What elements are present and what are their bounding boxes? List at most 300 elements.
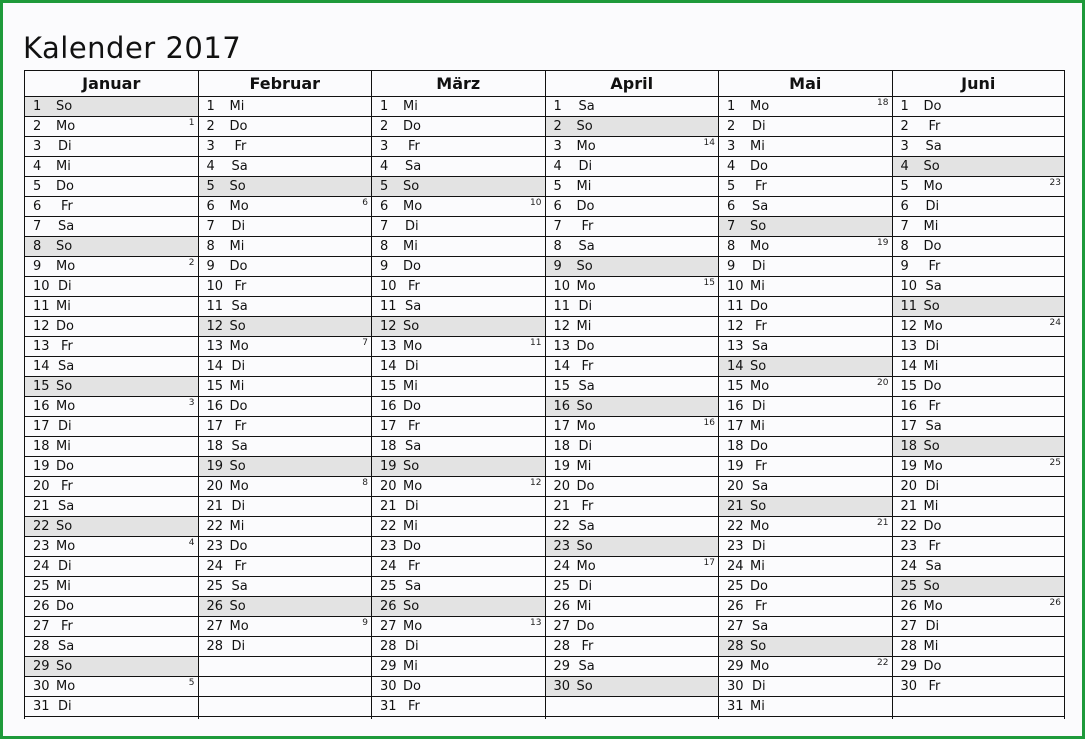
- weekday-name: Mo: [56, 119, 76, 134]
- day-number: 26: [206, 599, 224, 614]
- calendar-grid: [24, 70, 1065, 719]
- day-number: 6: [900, 199, 909, 214]
- weekday-name: So: [56, 519, 73, 534]
- weekday-name: Mo: [56, 399, 76, 414]
- weekday-name: Do: [56, 459, 74, 474]
- day-row: [199, 177, 372, 197]
- weekday-name: Do: [56, 599, 74, 614]
- day-number: 28: [33, 639, 50, 654]
- weekday-name: Mi: [576, 599, 592, 614]
- day-row: [372, 697, 545, 717]
- weekday-name: Di: [58, 419, 72, 434]
- weekday-name: Di: [752, 539, 766, 554]
- day-row: [546, 677, 719, 697]
- weekday-name: Fr: [408, 419, 420, 434]
- day-number: 17: [900, 419, 918, 434]
- day-number: 22: [900, 519, 918, 534]
- weekday-name: Fr: [61, 619, 73, 634]
- day-number: 30: [33, 679, 50, 694]
- day-number: 31: [727, 699, 744, 714]
- week-number: 11: [530, 338, 542, 348]
- day-number: 24: [900, 559, 918, 574]
- day-number: 5: [33, 179, 42, 194]
- day-row: [546, 637, 719, 657]
- month-header: Juni: [893, 71, 1065, 97]
- weekday-name: Do: [403, 679, 421, 694]
- weekday-name: Fr: [581, 219, 594, 234]
- day-number: 5: [206, 179, 215, 194]
- day-number: 14: [206, 359, 224, 374]
- weekday-name: Di: [58, 559, 72, 574]
- day-row: [546, 497, 719, 517]
- weekday-name: Fr: [755, 599, 767, 614]
- weekday-name: Sa: [752, 199, 769, 214]
- day-row: [546, 137, 719, 157]
- day-number: 3: [900, 139, 909, 154]
- day-row: [893, 217, 1065, 237]
- weekday-name: Fr: [755, 459, 767, 474]
- weekday-name: Mo: [576, 139, 596, 154]
- weekday-name: Di: [925, 619, 940, 634]
- day-number: 3: [206, 139, 215, 154]
- day-number: 29: [727, 659, 744, 674]
- weekday-name: Mi: [229, 379, 245, 394]
- day-row: [719, 217, 892, 237]
- weekday-name: Do: [576, 479, 595, 494]
- day-row: [25, 677, 198, 697]
- weekday-name: So: [403, 179, 420, 194]
- weekday-name: Sa: [925, 559, 942, 574]
- day-number: 15: [33, 379, 50, 394]
- day-number: 11: [727, 299, 744, 314]
- day-number: 20: [33, 479, 50, 494]
- day-row: [199, 257, 372, 277]
- day-number: 14: [900, 359, 918, 374]
- day-row: [893, 197, 1065, 217]
- day-row: [719, 357, 892, 377]
- day-row: [372, 257, 545, 277]
- day-number: 17: [727, 419, 744, 434]
- day-row: [199, 477, 372, 497]
- day-number: 3: [553, 139, 562, 154]
- day-row: [893, 637, 1065, 657]
- day-number: 1: [727, 99, 736, 114]
- day-number: 25: [380, 579, 397, 594]
- day-number: 21: [33, 499, 50, 514]
- weekday-name: Sa: [752, 339, 769, 354]
- weekday-name: Di: [58, 139, 72, 154]
- day-row: [25, 237, 198, 257]
- weekday-name: Di: [58, 279, 72, 294]
- day-number: 16: [380, 399, 397, 414]
- day-number: 25: [206, 579, 224, 594]
- week-number: 1: [188, 118, 195, 128]
- day-row: [719, 557, 892, 577]
- day-row: [893, 657, 1065, 677]
- day-row: [372, 537, 545, 557]
- day-row: [719, 477, 892, 497]
- weekday-name: Mi: [403, 659, 418, 674]
- weekday-name: Sa: [58, 639, 75, 654]
- day-number: 9: [727, 259, 736, 274]
- weekday-name: Sa: [752, 619, 769, 634]
- day-number: 4: [553, 159, 562, 174]
- weekday-name: So: [750, 639, 767, 654]
- day-row: [719, 637, 892, 657]
- day-number: 23: [553, 539, 571, 554]
- day-number: 28: [206, 639, 224, 654]
- day-row: [719, 437, 892, 457]
- day-number: 7: [553, 219, 562, 234]
- day-row: [25, 437, 198, 457]
- day-row: [372, 277, 545, 297]
- day-number: 23: [206, 539, 224, 554]
- weekday-name: Mi: [403, 519, 418, 534]
- day-row: [893, 97, 1065, 117]
- weekday-name: Di: [578, 439, 593, 454]
- day-number: 11: [380, 299, 397, 314]
- weekday-name: So: [923, 159, 940, 174]
- weekday-name: Mi: [923, 639, 939, 654]
- day-number: 18: [727, 439, 744, 454]
- day-row: [893, 577, 1065, 597]
- day-number: 22: [206, 519, 224, 534]
- weekday-name: Do: [576, 339, 595, 354]
- day-row: [893, 297, 1065, 317]
- weekday-name: Fr: [408, 279, 420, 294]
- day-row: [546, 277, 719, 297]
- day-row: [199, 137, 372, 157]
- day-number: 30: [553, 679, 571, 694]
- day-number: 29: [553, 659, 571, 674]
- day-number: 15: [727, 379, 744, 394]
- weekday-name: Di: [405, 499, 419, 514]
- weekday-name: Do: [403, 259, 421, 274]
- day-row: [546, 97, 719, 117]
- weekday-name: Mi: [576, 179, 592, 194]
- day-number: 20: [553, 479, 571, 494]
- day-row: [199, 457, 372, 477]
- day-number: 29: [900, 659, 918, 674]
- week-number: 24: [1049, 318, 1061, 328]
- day-row: [719, 157, 892, 177]
- day-row: [546, 237, 719, 257]
- day-row: [719, 497, 892, 517]
- day-number: 2: [206, 119, 215, 134]
- weekday-name: Mo: [576, 279, 596, 294]
- day-row: [25, 277, 198, 297]
- day-number: 22: [727, 519, 744, 534]
- weekday-name: Mo: [229, 199, 249, 214]
- day-number: 4: [727, 159, 736, 174]
- day-number: 6: [206, 199, 215, 214]
- weekday-name: So: [750, 359, 767, 374]
- day-row: [25, 417, 198, 437]
- day-row: [893, 437, 1065, 457]
- day-row: [199, 537, 372, 557]
- week-number: 8: [362, 478, 368, 488]
- weekday-name: So: [750, 219, 767, 234]
- day-number: 6: [33, 199, 42, 214]
- weekday-name: So: [229, 179, 246, 194]
- day-number: 18: [553, 439, 571, 454]
- day-row: [372, 597, 545, 617]
- day-number: 31: [380, 699, 397, 714]
- page-title: Kalender 2017: [23, 31, 242, 65]
- month-header: März: [372, 71, 545, 97]
- day-row: [546, 417, 719, 437]
- day-number: 27: [553, 619, 571, 634]
- weekday-name: Di: [578, 159, 593, 174]
- month-column-5: [719, 71, 893, 719]
- weekday-name: Fr: [928, 399, 941, 414]
- day-row: [25, 577, 198, 597]
- month-header: Mai: [719, 71, 892, 97]
- day-row: [893, 157, 1065, 177]
- day-row: [199, 117, 372, 137]
- weekday-name: Do: [923, 99, 942, 114]
- day-number: 13: [727, 339, 744, 354]
- weekday-name: So: [923, 299, 940, 314]
- day-row: [372, 237, 545, 257]
- day-number: 30: [380, 679, 397, 694]
- weekday-name: Mi: [750, 139, 765, 154]
- day-number: 20: [900, 479, 918, 494]
- day-row: [719, 697, 892, 717]
- day-number: 1: [900, 99, 909, 114]
- day-row: [546, 297, 719, 317]
- day-number: 27: [33, 619, 50, 634]
- weekday-name: Do: [403, 539, 421, 554]
- day-number: 26: [33, 599, 50, 614]
- weekday-name: Mi: [56, 159, 71, 174]
- empty-day-row: [546, 697, 719, 717]
- weekday-name: So: [56, 99, 73, 114]
- day-row: [893, 117, 1065, 137]
- weekday-name: Fr: [581, 359, 594, 374]
- day-number: 16: [727, 399, 744, 414]
- day-number: 26: [553, 599, 571, 614]
- day-row: [719, 377, 892, 397]
- day-number: 16: [206, 399, 224, 414]
- weekday-name: Sa: [578, 239, 595, 254]
- week-number: 10: [530, 198, 542, 208]
- day-number: 8: [33, 239, 42, 254]
- day-row: [719, 277, 892, 297]
- day-number: 20: [206, 479, 224, 494]
- day-row: [719, 317, 892, 337]
- day-number: 13: [900, 339, 918, 354]
- weekday-name: Mi: [403, 239, 418, 254]
- weekday-name: Fr: [928, 539, 941, 554]
- day-row: [372, 457, 545, 477]
- day-number: 24: [553, 559, 571, 574]
- weekday-name: Do: [750, 299, 768, 314]
- day-row: [546, 317, 719, 337]
- day-row: [893, 677, 1065, 697]
- month-column-3: [372, 71, 546, 719]
- day-number: 14: [33, 359, 50, 374]
- weekday-name: Di: [752, 679, 766, 694]
- day-number: 24: [727, 559, 744, 574]
- weekday-name: Di: [405, 219, 419, 234]
- weekday-name: Mo: [923, 459, 943, 474]
- weekday-name: Di: [925, 339, 940, 354]
- weekday-name: Fr: [581, 639, 594, 654]
- weekday-name: Sa: [231, 299, 248, 314]
- day-number: 23: [900, 539, 918, 554]
- day-row: [372, 377, 545, 397]
- day-number: 12: [380, 319, 397, 334]
- day-row: [546, 597, 719, 617]
- day-row: [719, 117, 892, 137]
- day-row: [719, 97, 892, 117]
- weekday-name: Di: [405, 639, 419, 654]
- day-row: [199, 517, 372, 537]
- day-row: [199, 597, 372, 617]
- day-row: [719, 517, 892, 537]
- day-row: [546, 537, 719, 557]
- weekday-name: Sa: [231, 579, 248, 594]
- day-number: 10: [553, 279, 571, 294]
- weekday-name: Mo: [229, 339, 249, 354]
- day-row: [199, 297, 372, 317]
- week-number: 19: [877, 238, 889, 248]
- weekday-name: Di: [752, 259, 766, 274]
- weekday-name: Fr: [408, 699, 420, 714]
- day-row: [546, 217, 719, 237]
- day-row: [719, 657, 892, 677]
- weekday-name: Fr: [234, 139, 247, 154]
- day-number: 11: [900, 299, 918, 314]
- day-number: 16: [553, 399, 571, 414]
- day-row: [25, 197, 198, 217]
- day-row: [25, 117, 198, 137]
- day-row: [25, 637, 198, 657]
- day-number: 10: [206, 279, 224, 294]
- month-header: April: [546, 71, 719, 97]
- weekday-name: Sa: [752, 479, 769, 494]
- weekday-name: So: [576, 679, 593, 694]
- day-row: [546, 357, 719, 377]
- weekday-name: So: [576, 259, 593, 274]
- day-row: [199, 317, 372, 337]
- day-row: [546, 657, 719, 677]
- day-number: 8: [553, 239, 562, 254]
- day-row: [546, 377, 719, 397]
- day-number: 3: [33, 139, 42, 154]
- weekday-name: Di: [58, 699, 72, 714]
- weekday-name: Fr: [234, 279, 247, 294]
- day-number: 10: [380, 279, 397, 294]
- day-number: 23: [727, 539, 744, 554]
- weekday-name: So: [576, 119, 593, 134]
- weekday-name: Mi: [576, 459, 592, 474]
- weekday-name: Fr: [408, 559, 420, 574]
- day-number: 4: [33, 159, 42, 174]
- day-number: 28: [900, 639, 918, 654]
- weekday-name: Do: [56, 319, 74, 334]
- day-number: 9: [206, 259, 215, 274]
- day-row: [372, 637, 545, 657]
- weekday-name: Fr: [928, 119, 941, 134]
- day-number: 10: [900, 279, 918, 294]
- week-number: 13: [530, 618, 542, 628]
- weekday-name: Sa: [405, 159, 422, 174]
- weekday-name: Do: [923, 239, 942, 254]
- week-number: 14: [703, 138, 715, 148]
- weekday-name: Mi: [923, 359, 939, 374]
- day-row: [25, 697, 198, 717]
- week-number: 21: [877, 518, 889, 528]
- day-row: [25, 177, 198, 197]
- day-number: 27: [900, 619, 918, 634]
- day-number: 29: [380, 659, 397, 674]
- day-number: 11: [206, 299, 224, 314]
- day-row: [25, 557, 198, 577]
- day-number: 9: [900, 259, 909, 274]
- day-number: 16: [33, 399, 50, 414]
- day-number: 25: [900, 579, 918, 594]
- day-row: [372, 297, 545, 317]
- day-row: [372, 137, 545, 157]
- day-row: [893, 417, 1065, 437]
- day-row: [372, 117, 545, 137]
- day-number: 22: [553, 519, 571, 534]
- weekday-name: Fr: [928, 259, 941, 274]
- day-row: [25, 457, 198, 477]
- weekday-name: Sa: [925, 139, 942, 154]
- week-number: 2: [188, 258, 195, 268]
- day-row: [25, 97, 198, 117]
- day-number: 15: [553, 379, 571, 394]
- day-number: 21: [553, 499, 571, 514]
- day-number: 21: [727, 499, 744, 514]
- day-number: 27: [380, 619, 397, 634]
- week-number: 7: [362, 338, 368, 348]
- weekday-name: Mi: [750, 559, 765, 574]
- day-row: [372, 337, 545, 357]
- weekday-name: Do: [576, 619, 595, 634]
- day-row: [546, 257, 719, 277]
- day-number: 5: [553, 179, 562, 194]
- week-number: 22: [877, 658, 889, 668]
- day-number: 17: [206, 419, 224, 434]
- day-row: [719, 237, 892, 257]
- day-number: 7: [900, 219, 909, 234]
- day-number: 6: [553, 199, 562, 214]
- day-row: [893, 137, 1065, 157]
- weekday-name: Mo: [56, 539, 76, 554]
- day-number: 19: [727, 459, 744, 474]
- weekday-name: Mi: [229, 519, 245, 534]
- day-number: 20: [380, 479, 397, 494]
- weekday-name: Mo: [403, 619, 423, 634]
- weekday-name: So: [576, 539, 593, 554]
- weekday-name: Mi: [229, 239, 245, 254]
- weekday-name: Do: [750, 439, 768, 454]
- day-row: [372, 97, 545, 117]
- day-row: [199, 277, 372, 297]
- weekday-name: Mo: [750, 519, 770, 534]
- month-column-1: [25, 71, 199, 719]
- empty-day-row: [199, 697, 372, 717]
- weekday-name: Do: [923, 659, 942, 674]
- weekday-name: Sa: [578, 659, 595, 674]
- week-number: 18: [877, 98, 889, 108]
- weekday-name: Fr: [61, 339, 73, 354]
- day-row: [372, 557, 545, 577]
